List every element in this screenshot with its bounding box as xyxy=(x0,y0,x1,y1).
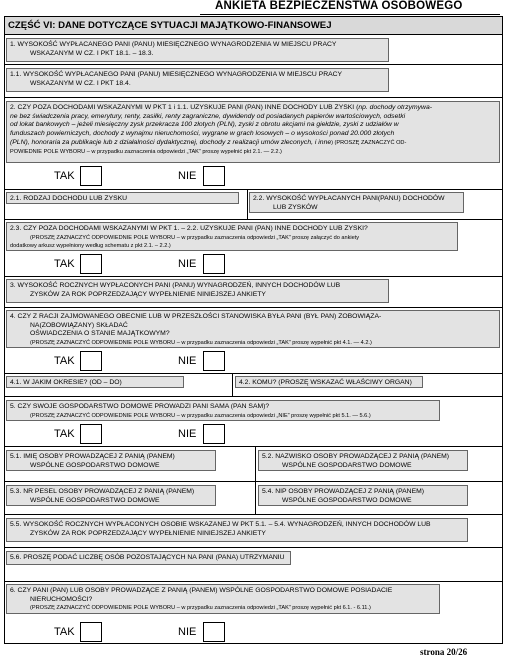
q5-no-checkbox[interactable] xyxy=(203,424,225,444)
q4-line1: 4. CZY Z RACJI ZAJMOWANEGO OBECNIE LUB W PRZESZŁOŚCI STANOWISKA BYŁA PANI (BYŁ PAN) ZOBOWIĄZA- xyxy=(10,313,382,320)
q5-4-label xyxy=(258,485,468,506)
q4-yes-label: TAK xyxy=(54,355,75,367)
column-divider xyxy=(247,190,248,219)
q5-3-line1: 5.3. NR PESEL OSOBY PROWADZĄCEJ Z PANIĄ (PANEM) xyxy=(10,488,195,495)
q2-3-label xyxy=(6,222,458,251)
divider xyxy=(5,189,502,190)
q2-3-line2: (PROSZĘ ZAZNACZYĆ ODPOWIEDNIE POLE WYBORU – w przypadku zaznaczenia odpowiedzi „TAK” proszę załączyć do ankiety xyxy=(30,234,360,241)
q6-yes-label: TAK xyxy=(54,626,75,638)
title-underline xyxy=(200,14,500,15)
q5-1-label xyxy=(6,450,216,471)
q1-1-line2: WSKAZANYM W CZ. I PKT 18.4. xyxy=(30,79,131,87)
q3-line2: ZYSKÓW ZA ROK POPRZEDZAJĄCY WYPEŁNIENIE NINIEJSZEJ ANKIETY xyxy=(30,290,266,298)
q5-6-text: 5.6. PROSZĘ PODAĆ LICZBĘ OSÓB POZOSTAJĄCYCH NA PANI (PANA) UTRZYMANIU xyxy=(10,554,285,561)
q2-2-line1: 2.2. WYSOKOŚĆ WYPŁACANYCH PANI(PANU) DOCHODÓW xyxy=(253,195,445,202)
q2-line1: 2. CZY POZA DOCHODAMI WSKAZANYMI W PKT 1 i 1.1. UZYSKUJE PANI (PAN) INNE DOCHODY LUB ZYSKI (np. dochody otrzymywa- xyxy=(10,104,433,111)
q4-line2: NA(ZOBOWIĄZANY) SKŁADAĆ xyxy=(30,321,128,329)
q4-label xyxy=(6,310,500,348)
page-number: strona 20/26 xyxy=(420,647,468,657)
divider xyxy=(5,307,502,308)
q5-2-label xyxy=(258,450,468,471)
q5-yes-checkbox[interactable] xyxy=(80,424,102,444)
q2-line2: ne bez świadczenia pracy, emerytury, renty, zasiłki, renty zagraniczne, dywidendy od posiadanych papierów wartościowych, odsetki xyxy=(10,112,406,120)
q5-3-label xyxy=(6,485,216,506)
q5-1-line2: WSPÓLNE GOSPODARSTWO DOMOWE xyxy=(30,461,160,469)
q6-no-label: NIE xyxy=(178,626,197,638)
divider xyxy=(5,97,502,98)
q5-2-line1: 5.2. NAZWISKO OSOBY PROWADZĄCEJ Z PANIĄ (PANEM) xyxy=(262,453,450,460)
q2-2-line2: LUB ZYSKÓW xyxy=(273,203,318,211)
divider xyxy=(5,514,502,515)
q2-line5: (PLN), honoraria za publikacje lub z działalności dydaktycznej, dochody z realizacji umów zleconych, i inne) (PROSZĘ ZAZNACZYĆ OD- xyxy=(10,138,407,146)
divider xyxy=(5,547,502,548)
q6-line3: (PROSZĘ ZAZNACZYĆ ODPOWIEDNIE POLE WYBORU – w przypadku zaznaczenia odpowiedzi „TAK” proszę wypełnić pkt 6.1. - 6.11.) xyxy=(30,605,371,612)
q5-line1: 5. CZY SWOJE GOSPODARSTWO DOMOWE PROWADZI PANI SAMA (PAN SAM)? xyxy=(10,403,270,410)
q6-no-checkbox[interactable] xyxy=(203,622,225,642)
divider xyxy=(5,64,502,65)
q5-4-line1: 5.4. NIP OSOBY PROWADZĄCEJ Z PANIĄ (PANEM) xyxy=(262,488,425,495)
q3-line1: 3. WYSOKOŚĆ ROCZNYCH WYPŁACONYCH PANI (PANU) WYNAGRODZEŃ, INNYCH DOCHODÓW LUB xyxy=(10,282,341,289)
divider xyxy=(5,219,502,220)
q2-no-checkbox[interactable] xyxy=(203,166,225,186)
q5-4-line2: WSPÓLNE GOSPODARSTWO DOMOWE xyxy=(282,496,412,504)
divider xyxy=(5,396,502,397)
q6-line1: 6. CZY PANI (PAN) LUB OSOBY PROWADZĄCE Z PANIĄ (PANEM) WSPÓLNE GOSPODARSTWO DOMOWE POSIADACIE xyxy=(10,587,393,594)
q2-3-no-label: NIE xyxy=(178,258,197,270)
q2-3-line1: 2.3. CZY POZA DOCHODAMI WSKAZANYMI W PKT 1. – 2.2. UZYSKUJE PANI (PAN) INNE DOCHODY LUB ZYSKI? xyxy=(10,225,368,232)
q3-label xyxy=(6,279,389,303)
q5-label xyxy=(6,400,440,421)
q2-no-label: NIE xyxy=(178,170,197,182)
q4-2-text: 4.2. KOMU? (PROSZĘ WSKAZAĆ WŁAŚCIWY ORGAN) xyxy=(239,379,412,386)
q4-1-text: 4.1. W JAKIM OKRESIE? (OD – DO) xyxy=(10,379,122,386)
q2-2-label xyxy=(249,192,464,213)
q5-2-line2: WSPÓLNE GOSPODARSTWO DOMOWE xyxy=(282,461,412,469)
q2-yes-label: TAK xyxy=(54,170,75,182)
column-divider xyxy=(232,374,233,396)
q2-3-no-checkbox[interactable] xyxy=(203,254,225,274)
q1-1-line1: 1.1. WYSOKOŚĆ WYPŁACANEGO PANI (PANU) MIESIĘCZNEGO WYNAGRODZENIA W MIEJSCU PRACY xyxy=(10,71,343,78)
q4-no-checkbox[interactable] xyxy=(203,351,225,371)
q5-1-line1: 5.1. IMIĘ OSOBY PROWADZĄCEJ Z PANIĄ (PANEM) xyxy=(10,453,175,460)
q4-yes-checkbox[interactable] xyxy=(80,351,102,371)
q2-3-yes-label: TAK xyxy=(54,258,75,270)
q5-6-label xyxy=(6,551,291,565)
divider xyxy=(5,373,502,374)
q4-no-label: NIE xyxy=(178,355,197,367)
q2-line4: funduszach powierniczych, dochody z wynajmu nieruchomości, wygrane w grach losowych – o wysokości ponad 20.000 złotych xyxy=(10,130,395,138)
q1-label xyxy=(6,38,389,62)
q6-label xyxy=(6,584,440,614)
q5-5-label xyxy=(6,518,468,542)
q2-1-label xyxy=(6,192,239,204)
q4-line3: OŚWIADCZENIA O STANIE MAJĄTKOWYM? xyxy=(30,330,170,338)
q5-3-line2: WSPÓLNE GOSPODARSTWO DOMOWE xyxy=(30,496,160,504)
q1-1-label xyxy=(6,68,389,92)
divider xyxy=(5,276,502,277)
q4-2-label xyxy=(235,376,423,388)
q4-line4: (PROSZĘ ZAZNACZYĆ ODPOWIEDNIE POLE WYBORU – w przypadku zaznaczenia odpowiedzi „TAK” proszę wypełnić pkt 4.1. — 4.2.) xyxy=(30,340,372,347)
q2-line3: od lokat bankowych – jeżeli miesięczny zysk przekracza 100 złotych (PLN), zyski z obrotu akcjami na giełdzie, zyski z udziałów w xyxy=(10,121,399,129)
q4-1-label xyxy=(6,376,184,388)
q1-line2: WSKAZANYM W CZ. I PKT 18.1. – 18.3. xyxy=(30,49,154,57)
divider xyxy=(5,446,502,447)
q6-line2: NIERUCHOMOŚCI? xyxy=(30,595,93,603)
q2-line6: POWIEDNIE POLE WYBORU – w przypadku zaznaczenia odpowiedzi „TAK” proszę wypełnić pkt 2.1. — 2.2.) xyxy=(10,148,282,155)
q2-yes-checkbox[interactable] xyxy=(80,166,102,186)
q6-yes-checkbox[interactable] xyxy=(80,622,102,642)
q2-3-line3: dodatkowy arkusz wypełniony według schematu z pkt 2.1. – 2.2.) xyxy=(10,243,171,250)
q5-5-line1: 5.5. WYSOKOŚĆ ROCZNYCH WYPŁACONYCH OSOBIE WSKAZANEJ W PKT 5.1. – 5.4. WYNAGRODZEŃ, INNYCH DOCHODÓW LUB xyxy=(10,521,431,528)
q5-no-label: NIE xyxy=(178,428,197,440)
divider xyxy=(5,481,502,482)
q5-line2: (PROSZĘ ZAZNACZYĆ ODPOWIEDNIE POLE WYBORU – w przypadku zaznaczenia odpowiedzi „NIE” proszę wypełnić pkt 5.1. — 5.6.) xyxy=(30,412,371,419)
divider xyxy=(5,581,502,582)
q5-yes-label: TAK xyxy=(54,428,75,440)
section-title: CZĘŚĆ VI: DANE DOTYCZĄCE SYTUACJI MAJĄTKOWO-FINANSOWEJ xyxy=(5,17,502,35)
q2-1-text: 2.1. RODZAJ DOCHODU LUB ZYSKU xyxy=(10,195,128,202)
q2-label xyxy=(6,101,500,163)
q1-line1: 1. WYSOKOŚĆ WYPŁACANEGO PANI (PANU) MIESIĘCZNEGO WYNAGRODZENIA W MIEJSCU PRACY xyxy=(10,41,337,48)
form-title: ANKIETA BEZPIECZEŃSTWA OSOBOWEGO xyxy=(215,0,463,12)
q5-5-line2: ZYSKÓW ZA ROK POPRZEDZAJĄCY WYPEŁNIENIE NINIEJSZEJ ANKIETY xyxy=(30,529,266,537)
q2-3-yes-checkbox[interactable] xyxy=(80,254,102,274)
